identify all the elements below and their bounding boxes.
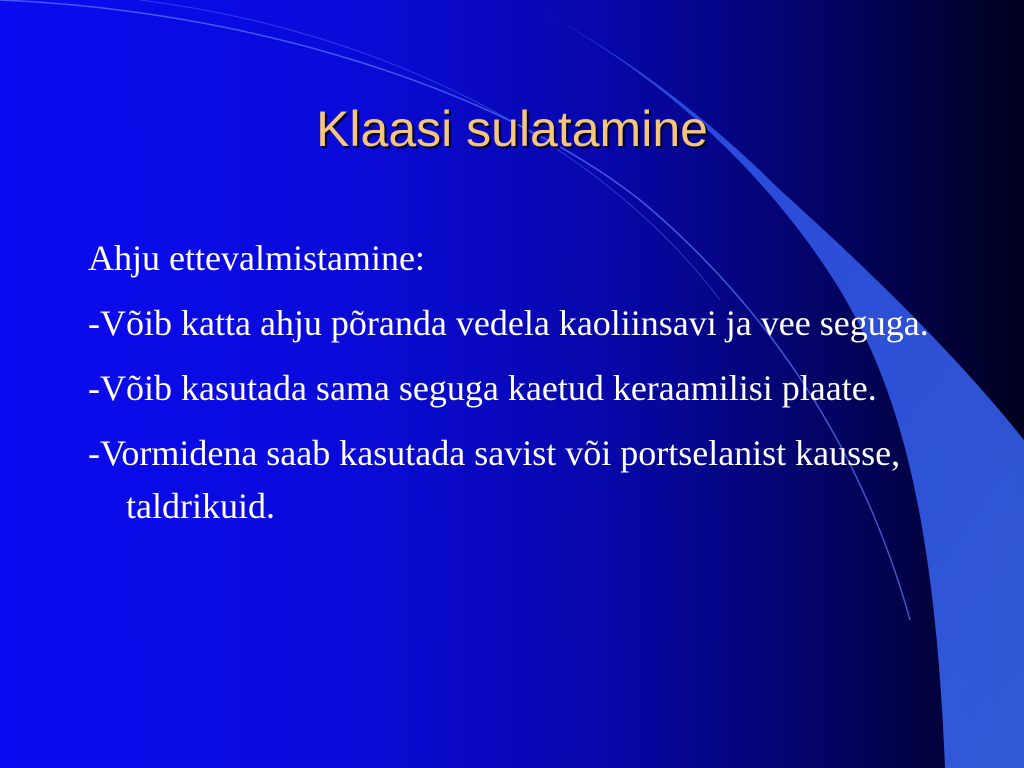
slide-title: Klaasi sulatamine — [316, 101, 708, 157]
body-paragraph: -Võib katta ahju põranda vedela kaoliinsavi ja vee seguga. — [88, 303, 929, 343]
body-paragraph: -Võib kasutada sama seguga kaetud keraamilisi plaate. — [88, 368, 877, 408]
slide-body — [88, 232, 948, 545]
body-paragraph: Ahju ettevalmistamine: — [88, 238, 425, 278]
body-paragraph: -Vormidena saab kasutada savist või portselanist kausse, taldrikuid. — [88, 433, 901, 526]
